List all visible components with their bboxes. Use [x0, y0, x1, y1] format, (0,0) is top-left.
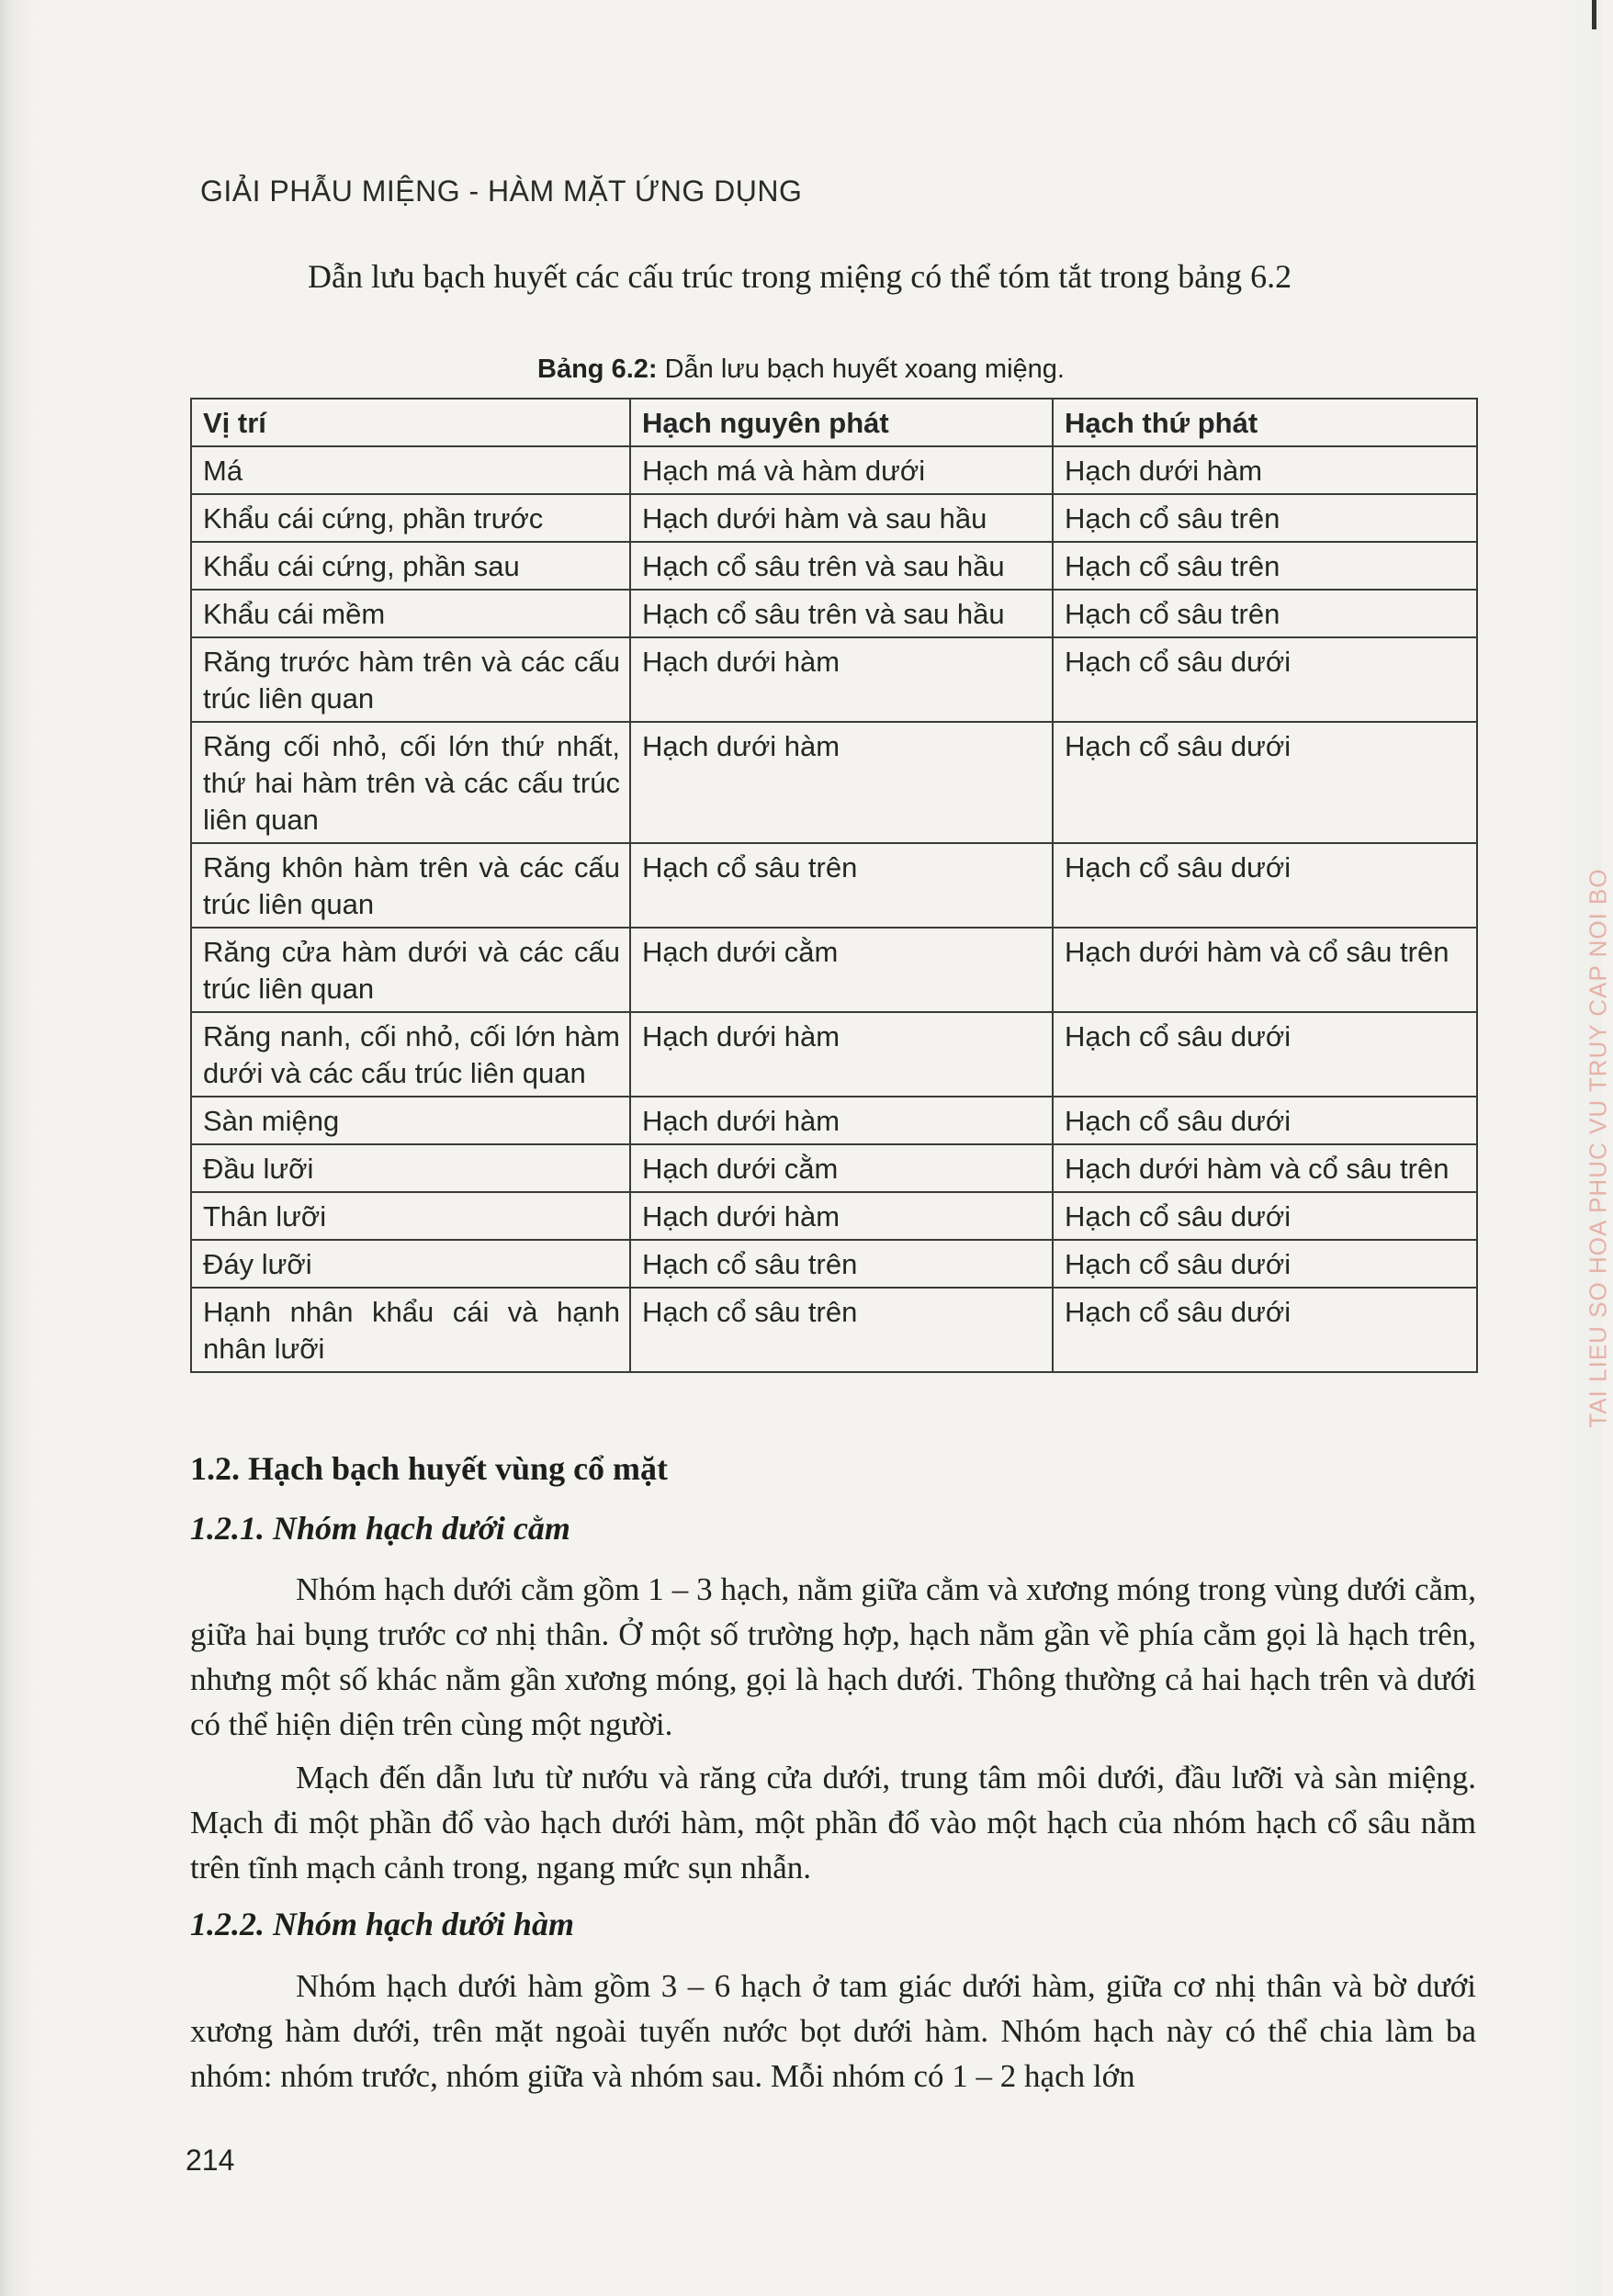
table-row	[191, 928, 1477, 1012]
section-heading: 1.2. Hạch bạch huyết vùng cổ mặt	[190, 1450, 669, 1487]
subsection-heading-submandibular: 1.2.2. Nhóm hạch dưới hàm	[190, 1906, 574, 1942]
cell-secondary: Hạch dưới hàm	[1053, 446, 1477, 494]
table-row	[191, 1240, 1477, 1288]
table-row	[191, 590, 1477, 637]
cell-secondary: Hạch dưới hàm và cổ sâu trên	[1053, 1144, 1477, 1192]
cell-location: Má	[191, 446, 630, 494]
cell-location: Răng nanh, cối nhỏ, cối lớn hàm dưới và các cấu trúc liên quan	[191, 1012, 630, 1097]
library-watermark: TAI LIEU SO HOA PHUC VU TRUY CAP NOI BO	[1584, 868, 1612, 1428]
table-row	[191, 843, 1477, 928]
table-row	[191, 1012, 1477, 1097]
table-row	[191, 1288, 1477, 1372]
running-head: GIẢI PHẪU MIỆNG - HÀM MẶT ỨNG DỤNG	[200, 174, 803, 208]
table-row	[191, 494, 1477, 542]
cell-location: Đáy lưỡi	[191, 1240, 630, 1288]
paragraph-submental-description: Nhóm hạch dưới cằm gồm 1 – 3 hạch, nằm giữa cằm và xương móng trong vùng dưới cằm, giữa hai bụng trước cơ nhị thân. Ở một số trường hợp, hạch nằm gần về phía cằm gọi là hạch trên, nhưng một số khác nằm gần xương móng, gọi là hạch dưới. Thông thường cả hai hạch trên và dưới có thể hiện diện trên cùng một người.	[190, 1571, 1476, 1742]
table-caption	[0, 355, 1602, 385]
page-number: 214	[186, 2144, 235, 2177]
cell-secondary: Hạch cổ sâu dưới	[1053, 1097, 1477, 1144]
table-caption-text: Dẫn lưu bạch huyết xoang miệng.	[657, 355, 1065, 384]
cell-secondary: Hạch cổ sâu dưới	[1053, 1012, 1477, 1097]
table-row	[191, 446, 1477, 494]
table-row	[191, 542, 1477, 590]
cell-secondary: Hạch cổ sâu dưới	[1053, 1192, 1477, 1240]
cell-secondary: Hạch cổ sâu trên	[1053, 494, 1477, 542]
table-header-row	[191, 399, 1477, 446]
cell-location: Răng cửa hàm dưới và các cấu trúc liên quan	[191, 928, 630, 1012]
cell-location: Khẩu cái cứng, phần sau	[191, 542, 630, 590]
cell-secondary: Hạch dưới hàm và cổ sâu trên	[1053, 928, 1477, 1012]
header-location: Vị trí	[191, 399, 630, 446]
lymph-drainage-table	[190, 398, 1478, 1373]
cell-location: Thân lưỡi	[191, 1192, 630, 1240]
cell-secondary: Hạch cổ sâu trên	[1053, 542, 1477, 590]
cell-primary: Hạch dưới hàm và sau hầu	[630, 494, 1053, 542]
header-primary-node: Hạch nguyên phát	[630, 399, 1053, 446]
cell-secondary: Hạch cổ sâu dưới	[1053, 843, 1477, 928]
scan-mark	[1592, 0, 1596, 29]
subsection-heading-submental: 1.2.1. Nhóm hạch dưới cằm	[190, 1510, 570, 1547]
table-caption-label: Bảng 6.2:	[537, 355, 658, 384]
header-secondary-node: Hạch thứ phát	[1053, 399, 1477, 446]
cell-location: Sàn miệng	[191, 1097, 630, 1144]
cell-primary: Hạch dưới hàm	[630, 722, 1053, 843]
cell-location: Răng trước hàm trên và các cấu trúc liên quan	[191, 637, 630, 722]
cell-primary: Hạch dưới cằm	[630, 1144, 1053, 1192]
cell-location: Hạnh nhân khẩu cái và hạnh nhân lưỡi	[191, 1288, 630, 1372]
table-row	[191, 637, 1477, 722]
paragraph-submental-vessels: Mạch đến dẫn lưu từ nướu và răng cửa dưới, trung tâm môi dưới, đầu lưỡi và sàn miệng. Mạch đi một phần đổ vào hạch dưới hàm, một phần đổ vào một hạch của nhóm hạch cổ sâu nằm trên tĩnh mạch cảnh trong, ngang mức sụn nhẫn.	[190, 1760, 1476, 1885]
cell-location: Khẩu cái cứng, phần trước	[191, 494, 630, 542]
cell-primary: Hạch dưới hàm	[630, 1192, 1053, 1240]
cell-primary: Hạch dưới hàm	[630, 637, 1053, 722]
intro-sentence: Dẫn lưu bạch huyết các cấu trúc trong miệng có thể tóm tắt trong bảng 6.2	[308, 258, 1292, 295]
cell-location: Răng khôn hàm trên và các cấu trúc liên quan	[191, 843, 630, 928]
paragraph-submandibular-description: Nhóm hạch dưới hàm gồm 3 – 6 hạch ở tam giác dưới hàm, giữa cơ nhị thân và bờ dưới xương hàm dưới, trên mặt ngoài tuyến nước bọt dưới hàm. Nhóm hạch này có thể chia làm ba nhóm: nhóm trước, nhóm giữa và nhóm sau. Mỗi nhóm có 1 – 2 hạch lớn	[190, 1968, 1476, 2094]
cell-primary: Hạch cổ sâu trên	[630, 843, 1053, 928]
cell-primary: Hạch cổ sâu trên	[630, 1288, 1053, 1372]
cell-location: Đầu lưỡi	[191, 1144, 630, 1192]
cell-location: Răng cối nhỏ, cối lớn thứ nhất, thứ hai hàm trên và các cấu trúc liên quan	[191, 722, 630, 843]
table-row	[191, 1097, 1477, 1144]
cell-primary: Hạch dưới hàm	[630, 1012, 1053, 1097]
cell-secondary: Hạch cổ sâu trên	[1053, 590, 1477, 637]
cell-secondary: Hạch cổ sâu dưới	[1053, 722, 1477, 843]
table-row	[191, 1144, 1477, 1192]
table-row	[191, 1192, 1477, 1240]
cell-primary: Hạch cổ sâu trên	[630, 1240, 1053, 1288]
cell-secondary: Hạch cổ sâu dưới	[1053, 1240, 1477, 1288]
cell-primary: Hạch má và hàm dưới	[630, 446, 1053, 494]
cell-secondary: Hạch cổ sâu dưới	[1053, 1288, 1477, 1372]
cell-primary: Hạch dưới cằm	[630, 928, 1053, 1012]
cell-location: Khẩu cái mềm	[191, 590, 630, 637]
cell-primary: Hạch cổ sâu trên và sau hầu	[630, 590, 1053, 637]
cell-primary: Hạch dưới hàm	[630, 1097, 1053, 1144]
table-row	[191, 722, 1477, 843]
cell-secondary: Hạch cổ sâu dưới	[1053, 637, 1477, 722]
cell-primary: Hạch cổ sâu trên và sau hầu	[630, 542, 1053, 590]
